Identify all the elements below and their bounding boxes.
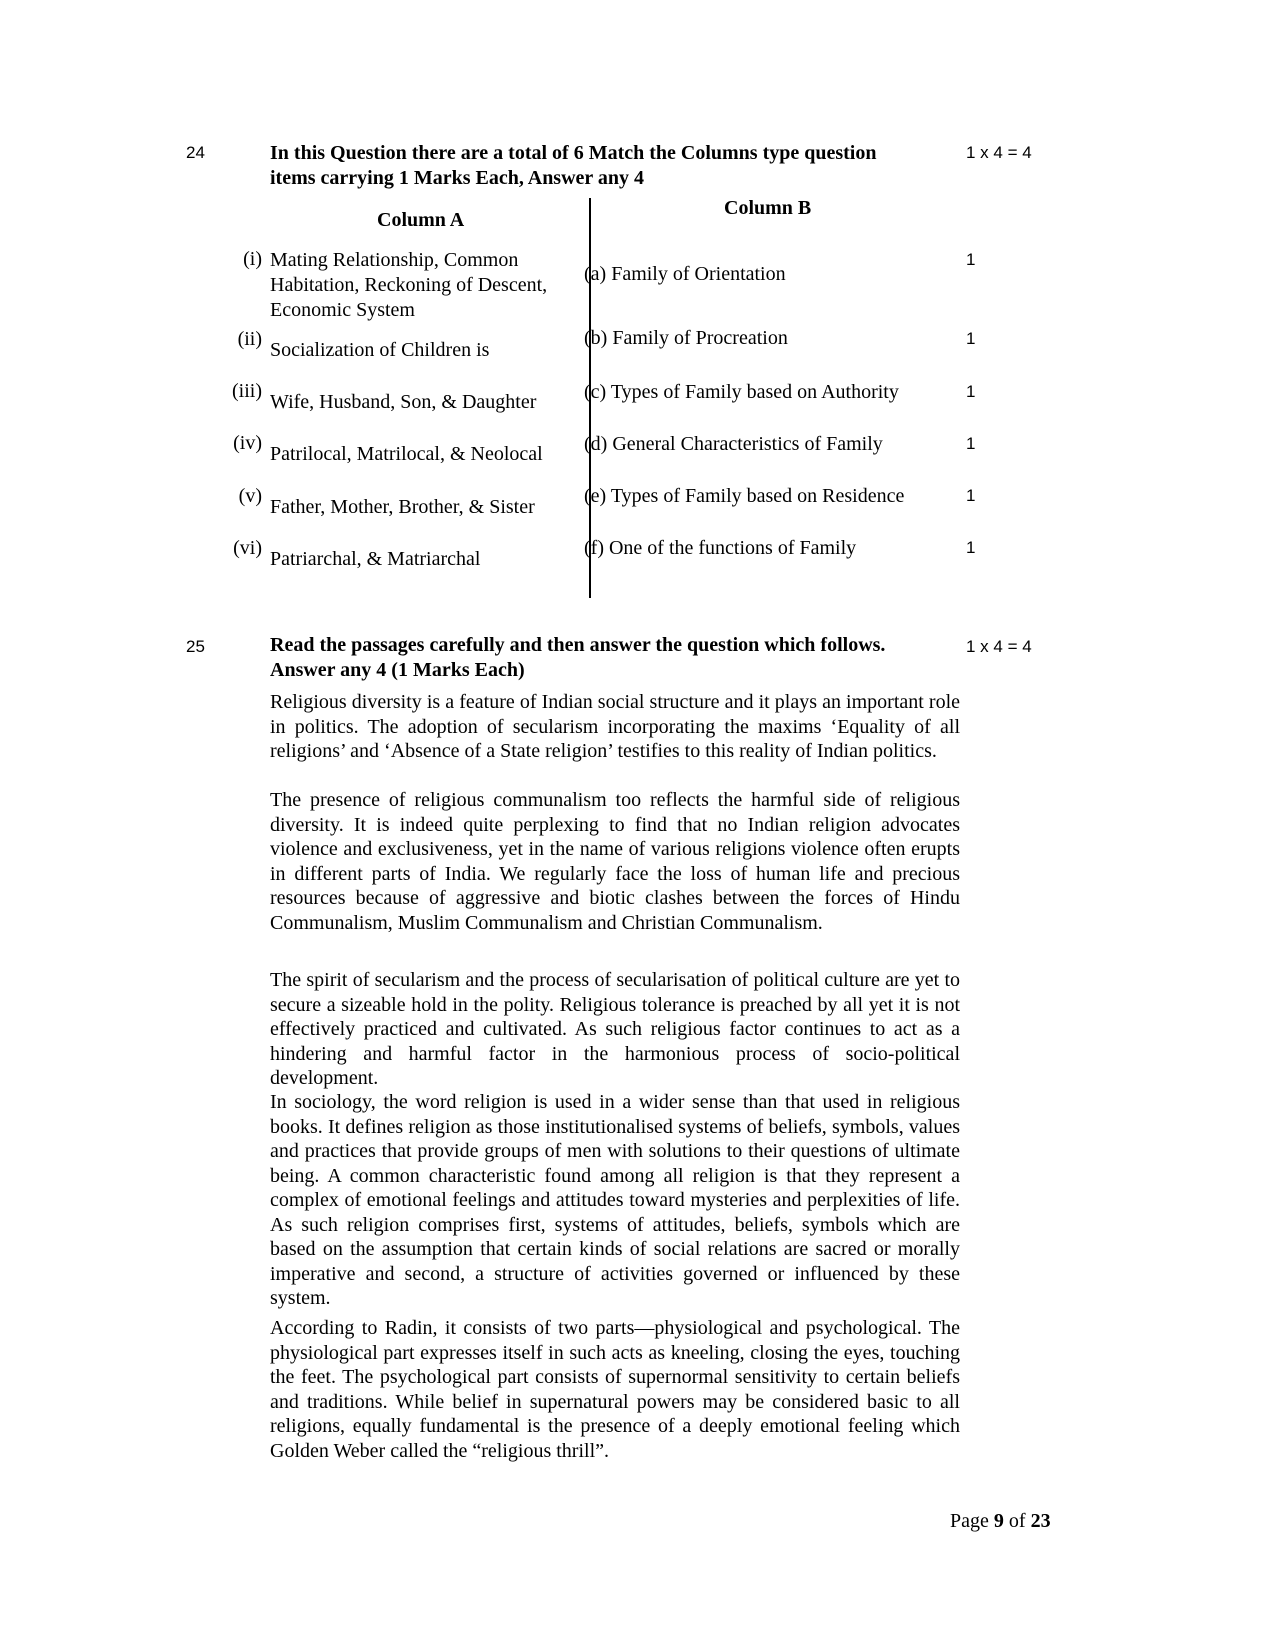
page-total: 23	[1030, 1510, 1051, 1532]
question-25-heading	[270, 633, 940, 682]
question-24-heading	[270, 141, 940, 190]
row-mark-iii: 1	[966, 382, 976, 401]
question-number-25: 25	[186, 637, 205, 656]
passage-paragraph-1: Religious diversity is a feature of Indian social structure and it plays an important role in politics. The adoption of secularism incorporating the maxims ‘Equality of all religions’ and ‘Absence of a State religion’ testifies to this reality of Indian politics.	[270, 691, 960, 762]
row-b-iv: (d) General Characteristics of Family	[584, 433, 883, 455]
row-mark-vi: 1	[966, 538, 976, 557]
row-a-iii: Wife, Husband, Son, & Daughter	[270, 391, 537, 413]
row-a-v: Father, Mother, Brother, & Sister	[270, 496, 535, 518]
row-b-ii: (b) Family of Procreation	[584, 327, 788, 349]
question-number-24: 24	[186, 143, 205, 162]
row-mark-i: 1	[966, 250, 976, 269]
question-24-heading-line2: items carrying 1 Marks Each, Answer any 4	[270, 166, 645, 189]
row-b-iii: (c) Types of Family based on Authority	[584, 381, 899, 403]
question-25-heading-line2: Answer any 4 (1 Marks Each)	[270, 658, 525, 681]
passage-paragraph-4: In sociology, the word religion is used in a wider sense than that used in religious books. It defines religion as those institutionalised systems of beliefs, symbols, values and practices that provide groups of men with solutions to their questions of ultimate being. A common characteristic found among all religion is that they represent a complex of emotional feelings and attitudes toward mysteries and perplexities of life. As such religion comprises first, systems of attitudes, beliefs, symbols which are based on the assumption that certain kinds of social relations are sacred or morally imperative and second, a structure of activities governed or influenced by these system.	[270, 1091, 960, 1309]
row-a-iv: Patrilocal, Matrilocal, & Neolocal	[270, 443, 543, 465]
question-24-marks: 1 x 4 = 4	[966, 143, 1032, 162]
of-word: of	[1008, 1510, 1026, 1532]
row-b-vi: (f) One of the functions of Family	[584, 537, 857, 559]
row-roman-v: (v)	[238, 485, 262, 507]
row-b-i: (a) Family of Orientation	[584, 263, 786, 285]
row-a-ii: Socialization of Children is	[270, 339, 490, 361]
question-25-heading-line1: Read the passages carefully and then answer the question which follows.	[270, 634, 886, 656]
row-a-vi: Patriarchal, & Matriarchal	[270, 548, 481, 570]
passage-paragraph-2: The presence of religious communalism too reflects the harmful side of religious diversity. It is indeed quite perplexing to find that no Indian religion advocates violence and exclusiveness, yet in the name of various religions violence often erupts in different parts of India. We regularly face the loss of human life and precious resources because of aggressive and biotic clashes between the forces of Hindu Communalism, Muslim Communalism and Christian Communalism.	[270, 789, 960, 934]
row-mark-v: 1	[966, 486, 976, 505]
row-b-v: (e) Types of Family based on Residence	[584, 485, 905, 507]
page-number: 9	[993, 1510, 1004, 1532]
column-b-header: Column B	[724, 197, 812, 219]
row-a-i: Mating Relationship, Common Habitation, Reckoning of Descent, Economic System	[270, 249, 548, 321]
page-word: Page	[950, 1510, 989, 1532]
question-24-heading-line1: In this Question there are a total of 6 Match the Columns type question	[270, 142, 877, 164]
row-roman-i: (i)	[243, 248, 262, 270]
question-25-marks: 1 x 4 = 4	[966, 637, 1032, 656]
row-roman-vi: (vi)	[233, 537, 262, 559]
row-mark-ii: 1	[966, 329, 976, 348]
passage-paragraph-3: The spirit of secularism and the process of secularisation of political culture are yet to secure a sizeable hold in the polity. Religious tolerance is preached by all yet it is not effectively practiced and cultivated. As such religious factor continues to act as a hindering and harmful factor in the harmonious process of socio-political development.	[270, 969, 960, 1089]
row-mark-iv: 1	[966, 434, 976, 453]
row-roman-iii: (iii)	[232, 380, 262, 402]
row-roman-iv: (iv)	[233, 432, 262, 454]
row-roman-ii: (ii)	[237, 328, 262, 350]
column-a-header: Column A	[377, 209, 465, 231]
page-footer	[950, 1510, 1051, 1533]
passage-paragraph-5: According to Radin, it consists of two parts—physiological and psychological. The physiological part expresses itself in such acts as kneeling, closing the eyes, touching the feet. The psychological part consists of supernormal sensitivity to certain beliefs and traditions. While belief in supernatural powers may be considered basic to all religions, equally fundamental is the presence of a deeply emotional feeling which Golden Weber called the “religious thrill”.	[270, 1317, 960, 1462]
